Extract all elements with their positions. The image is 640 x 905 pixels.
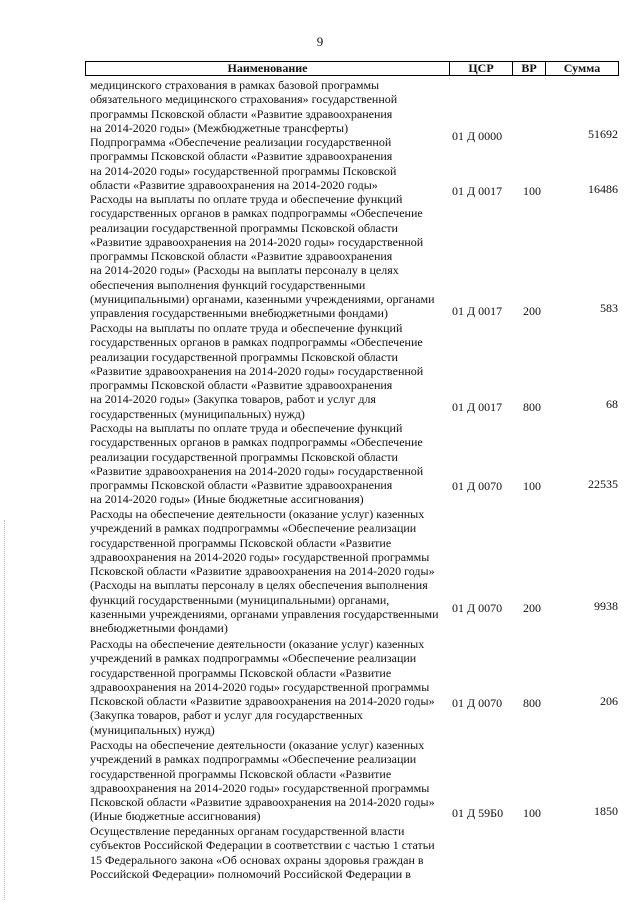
row-name: Расходы на обеспечение деятельности (оказание услуг) казенных учреждений в рамках подпрограммы «Обеспечение реализации государственной программы Псковской области «Развитие здравоохранения на 2014-2020 годы» государственной программы Псковской области «Развитие здравоохранения на 2014-2020 годы» (Закупка товаров, работ и услуг для государственных (муниципальных) нужд) xyxy=(90,637,435,737)
row-vr: 100 xyxy=(523,479,541,493)
row-csr: 01 Д 0070 xyxy=(452,601,503,615)
row-vr: 100 xyxy=(523,184,541,198)
row-name: Расходы на обеспечение деятельности (оказание услуг) казенных учреждений в рамках подпрограммы «Обеспечение реализации государственной программы Псковской области «Развитие здравоохранения на 2014-2020 годы» государственной программы Псковской области «Развитие здравоохранения на 2014-2020 годы» (Расходы на выплаты персоналу в целях обеспечения выполнения функций государственными (муниципальными) органами, казенными учреждениями, органами управления государственными внебюджетными фондами) xyxy=(90,507,439,636)
row-vr: 800 xyxy=(523,400,541,414)
page-number: 9 xyxy=(316,34,324,49)
row-sum: 22535 xyxy=(588,477,618,491)
row-name: медицинского страхования в рамках базовой программы обязательного медицинского страхования» государственной программы Псковской области «Развитие здравоохранения на 2014-2020 годы» (Межбюджетные трансферты) xyxy=(90,78,398,135)
row-name: Осуществление переданных органам государственной власти субъектов Российской Федерации в соответствии с частью 1 статьи 15 Федерального закона «Об основах охраны здоровья граждан в Российской Федерации» полномочий Российской Федерации в xyxy=(90,824,435,881)
row-name: Расходы на выплаты по оплате труда и обеспечение функций государственных органов в рамках подпрограммы «Обеспечение реализации государственной программы Псковской области «Развитие здравоохранения на 2014-2020 годы» государственной программы Псковской области «Развитие здравоохранения на 2014-2020 годы» (Закупка товаров, работ и услуг для государственных (муниципальных) нужд) xyxy=(90,321,424,421)
row-csr: 01 Д 0070 xyxy=(452,696,503,710)
scan-margin-line xyxy=(4,520,6,900)
row-vr: 200 xyxy=(523,601,541,615)
row-sum: 16486 xyxy=(588,182,618,196)
row-csr: 01 Д 0017 xyxy=(452,304,503,318)
row-name: Расходы на выплаты по оплате труда и обеспечение функций государственных органов в рамках подпрограммы «Обеспечение реализации государственной программы Псковской области «Развитие здравоохранения на 2014-2020 годы» государственной программы Псковской области «Развитие здравоохранения на 2014-2020 годы» (Иные бюджетные ассигнования) xyxy=(90,421,424,507)
row-sum: 206 xyxy=(600,694,618,708)
row-csr: 01 Д 0000 xyxy=(452,129,503,143)
header-csr: ЦСР xyxy=(450,62,513,75)
row-sum: 51692 xyxy=(588,127,618,141)
row-csr: 01 Д 0017 xyxy=(452,400,503,414)
row-sum: 583 xyxy=(600,301,618,315)
row-sum: 9938 xyxy=(594,599,618,613)
row-vr: 100 xyxy=(523,806,541,820)
row-csr: 01 Д 0017 xyxy=(452,184,503,198)
row-csr: 01 Д 59Б0 xyxy=(452,806,504,820)
row-vr: 800 xyxy=(523,696,541,710)
row-sum: 68 xyxy=(606,397,618,411)
row-name: Расходы на обеспечение деятельности (оказание услуг) казенных учреждений в рамках подпрограммы «Обеспечение реализации государственной программы Псковской области «Развитие здравоохранения на 2014-2020 годы» государственной программы Псковской области «Развитие здравоохранения на 2014-2020 годы» (Иные бюджетные ассигнования) xyxy=(90,738,435,824)
row-vr: 200 xyxy=(523,304,541,318)
header-name: Наименование xyxy=(86,62,450,75)
row-csr: 01 Д 0070 xyxy=(452,479,503,493)
header-sum: Сумма xyxy=(563,61,601,75)
header-vr: ВР xyxy=(513,62,546,75)
table-header xyxy=(85,61,619,76)
row-name: Расходы на выплаты по оплате труда и обеспечение функций государственных органов в рамках подпрограммы «Обеспечение реализации государственной программы Псковской области «Развитие здравоохранения на 2014-2020 годы» государственной программы Псковской области «Развитие здравоохранения на 2014-2020 годы» (Расходы на выплаты персоналу в целях обеспечения выполнения функций государственными (муниципальными) органами, казенными учреждениями, органами управления государственными внебюджетными фондами) xyxy=(90,192,435,321)
row-sum: 1850 xyxy=(594,804,618,818)
row-name: Подпрограмма «Обеспечение реализации государственной программы Псковской области «Развитие здравоохранения на 2014-2020 годы» государственной программы Псковской области «Развитие здравоохранения на 2014-2020 годы» xyxy=(90,135,397,192)
